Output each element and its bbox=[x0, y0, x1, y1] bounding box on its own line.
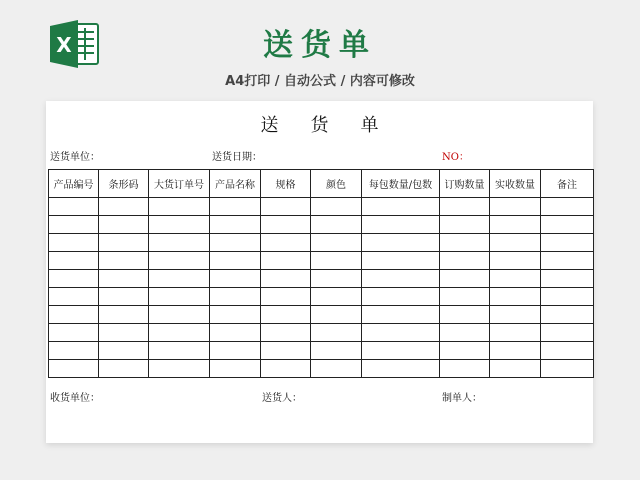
table-cell[interactable] bbox=[490, 324, 541, 342]
table-cell[interactable] bbox=[440, 198, 490, 216]
table-cell[interactable] bbox=[362, 216, 440, 234]
table-cell[interactable] bbox=[210, 360, 261, 378]
table-cell[interactable] bbox=[149, 360, 210, 378]
column-header: 颜色 bbox=[311, 170, 362, 198]
table-cell[interactable] bbox=[49, 306, 99, 324]
table-cell[interactable] bbox=[490, 252, 541, 270]
table-cell[interactable] bbox=[311, 306, 362, 324]
table-row bbox=[49, 306, 594, 324]
table-cell[interactable] bbox=[440, 324, 490, 342]
table-cell[interactable] bbox=[149, 306, 210, 324]
table-cell[interactable] bbox=[261, 360, 311, 378]
table-cell[interactable] bbox=[311, 198, 362, 216]
table-cell[interactable] bbox=[49, 252, 99, 270]
receiving-unit-label: 收货单位： bbox=[50, 393, 100, 404]
deliverer-label: 送货人： bbox=[262, 393, 302, 404]
table-cell[interactable] bbox=[440, 234, 490, 252]
table-cell[interactable] bbox=[490, 216, 541, 234]
column-header: 大货订单号 bbox=[149, 170, 210, 198]
table-cell[interactable] bbox=[490, 270, 541, 288]
table-cell[interactable] bbox=[99, 288, 149, 306]
table-cell[interactable] bbox=[440, 288, 490, 306]
table-cell[interactable] bbox=[99, 270, 149, 288]
table-cell[interactable] bbox=[49, 216, 99, 234]
table-cell[interactable] bbox=[311, 234, 362, 252]
table-cell[interactable] bbox=[49, 270, 99, 288]
table-cell[interactable] bbox=[362, 324, 440, 342]
table-cell[interactable] bbox=[362, 342, 440, 360]
table-cell[interactable] bbox=[49, 360, 99, 378]
table-cell[interactable] bbox=[210, 306, 261, 324]
table-cell[interactable] bbox=[541, 216, 594, 234]
table-header-row bbox=[49, 170, 594, 198]
table-cell[interactable] bbox=[311, 342, 362, 360]
table-cell[interactable] bbox=[311, 270, 362, 288]
table-cell[interactable] bbox=[149, 252, 210, 270]
excel-logo-letter: X bbox=[56, 33, 72, 57]
table-cell[interactable] bbox=[541, 324, 594, 342]
table-cell[interactable] bbox=[99, 360, 149, 378]
document-maker-label: 制单人： bbox=[442, 393, 482, 404]
column-header: 规格 bbox=[261, 170, 311, 198]
table-cell[interactable] bbox=[210, 234, 261, 252]
table-cell[interactable] bbox=[99, 324, 149, 342]
delivery-date-label: 送货日期： bbox=[212, 152, 262, 163]
table-cell[interactable] bbox=[261, 324, 311, 342]
table-cell[interactable] bbox=[362, 252, 440, 270]
delivery-unit-label: 送货单位： bbox=[50, 152, 100, 163]
delivery-note-sheet bbox=[46, 101, 593, 443]
table-cell[interactable] bbox=[440, 342, 490, 360]
column-header: 备注 bbox=[541, 170, 594, 198]
table-cell[interactable] bbox=[440, 270, 490, 288]
table-cell[interactable] bbox=[49, 324, 99, 342]
table-row bbox=[49, 270, 594, 288]
table-cell[interactable] bbox=[541, 270, 594, 288]
table-cell[interactable] bbox=[99, 306, 149, 324]
table-row bbox=[49, 252, 594, 270]
table-cell[interactable] bbox=[99, 198, 149, 216]
table-cell[interactable] bbox=[149, 342, 210, 360]
table-cell[interactable] bbox=[440, 306, 490, 324]
table-row bbox=[49, 342, 594, 360]
table-cell[interactable] bbox=[311, 288, 362, 306]
column-header: 产品名称 bbox=[210, 170, 261, 198]
table-cell[interactable] bbox=[99, 252, 149, 270]
column-header: 每包数量/包数 bbox=[362, 170, 440, 198]
table-cell[interactable] bbox=[210, 324, 261, 342]
document-number-label: NO： bbox=[442, 152, 469, 163]
table-cell[interactable] bbox=[149, 270, 210, 288]
table-cell[interactable] bbox=[541, 306, 594, 324]
table-cell[interactable] bbox=[99, 234, 149, 252]
table-cell[interactable] bbox=[541, 252, 594, 270]
table-cell[interactable] bbox=[490, 306, 541, 324]
page-subtitle: A4打印 / 自动公式 / 内容可修改 bbox=[225, 74, 415, 89]
table-cell[interactable] bbox=[99, 216, 149, 234]
page-title: 送货单 bbox=[263, 28, 377, 63]
table-cell[interactable] bbox=[149, 234, 210, 252]
table-cell[interactable] bbox=[261, 216, 311, 234]
table-cell[interactable] bbox=[261, 288, 311, 306]
table-cell[interactable] bbox=[49, 342, 99, 360]
table-cell[interactable] bbox=[440, 360, 490, 378]
table-row bbox=[49, 324, 594, 342]
table-cell[interactable] bbox=[261, 270, 311, 288]
table-cell[interactable] bbox=[149, 288, 210, 306]
table-cell[interactable] bbox=[99, 342, 149, 360]
table-cell[interactable] bbox=[490, 288, 541, 306]
table-cell[interactable] bbox=[261, 234, 311, 252]
table-row bbox=[49, 198, 594, 216]
table-cell[interactable] bbox=[261, 342, 311, 360]
table-cell[interactable] bbox=[311, 252, 362, 270]
table-row bbox=[49, 234, 594, 252]
table-cell[interactable] bbox=[311, 324, 362, 342]
table-cell[interactable] bbox=[210, 342, 261, 360]
table-cell[interactable] bbox=[541, 342, 594, 360]
column-header: 产品编号 bbox=[49, 170, 99, 198]
table-cell[interactable] bbox=[490, 234, 541, 252]
table-cell[interactable] bbox=[490, 198, 541, 216]
table-cell[interactable] bbox=[210, 270, 261, 288]
table-cell[interactable] bbox=[490, 342, 541, 360]
table-cell[interactable] bbox=[490, 360, 541, 378]
sheet-title: 送货单 bbox=[260, 115, 411, 136]
column-header: 订购数量 bbox=[440, 170, 490, 198]
table-cell[interactable] bbox=[362, 360, 440, 378]
table-cell[interactable] bbox=[311, 216, 362, 234]
table-row bbox=[49, 216, 594, 234]
table-cell[interactable] bbox=[440, 216, 490, 234]
table-cell[interactable] bbox=[149, 324, 210, 342]
table-cell[interactable] bbox=[210, 288, 261, 306]
table-cell[interactable] bbox=[49, 234, 99, 252]
table-cell[interactable] bbox=[261, 252, 311, 270]
table-cell[interactable] bbox=[362, 288, 440, 306]
table-cell[interactable] bbox=[362, 306, 440, 324]
table-cell[interactable] bbox=[261, 306, 311, 324]
column-header: 条形码 bbox=[99, 170, 149, 198]
table-cell[interactable] bbox=[541, 198, 594, 216]
table-body bbox=[49, 198, 594, 378]
table-cell[interactable] bbox=[149, 198, 210, 216]
table-cell[interactable] bbox=[362, 270, 440, 288]
table-cell[interactable] bbox=[541, 288, 594, 306]
table-cell[interactable] bbox=[210, 216, 261, 234]
table-cell[interactable] bbox=[261, 198, 311, 216]
table-cell[interactable] bbox=[49, 198, 99, 216]
delivery-table bbox=[48, 169, 594, 378]
table-cell[interactable] bbox=[362, 198, 440, 216]
table-row bbox=[49, 360, 594, 378]
table-cell[interactable] bbox=[311, 360, 362, 378]
column-header: 实收数量 bbox=[490, 170, 541, 198]
table-cell[interactable] bbox=[541, 234, 594, 252]
table-cell[interactable] bbox=[362, 234, 440, 252]
table-cell[interactable] bbox=[210, 198, 261, 216]
table-cell[interactable] bbox=[149, 216, 210, 234]
table-row bbox=[49, 288, 594, 306]
table-cell[interactable] bbox=[440, 252, 490, 270]
table-cell[interactable] bbox=[210, 252, 261, 270]
table-cell[interactable] bbox=[541, 360, 594, 378]
table-cell[interactable] bbox=[49, 288, 99, 306]
